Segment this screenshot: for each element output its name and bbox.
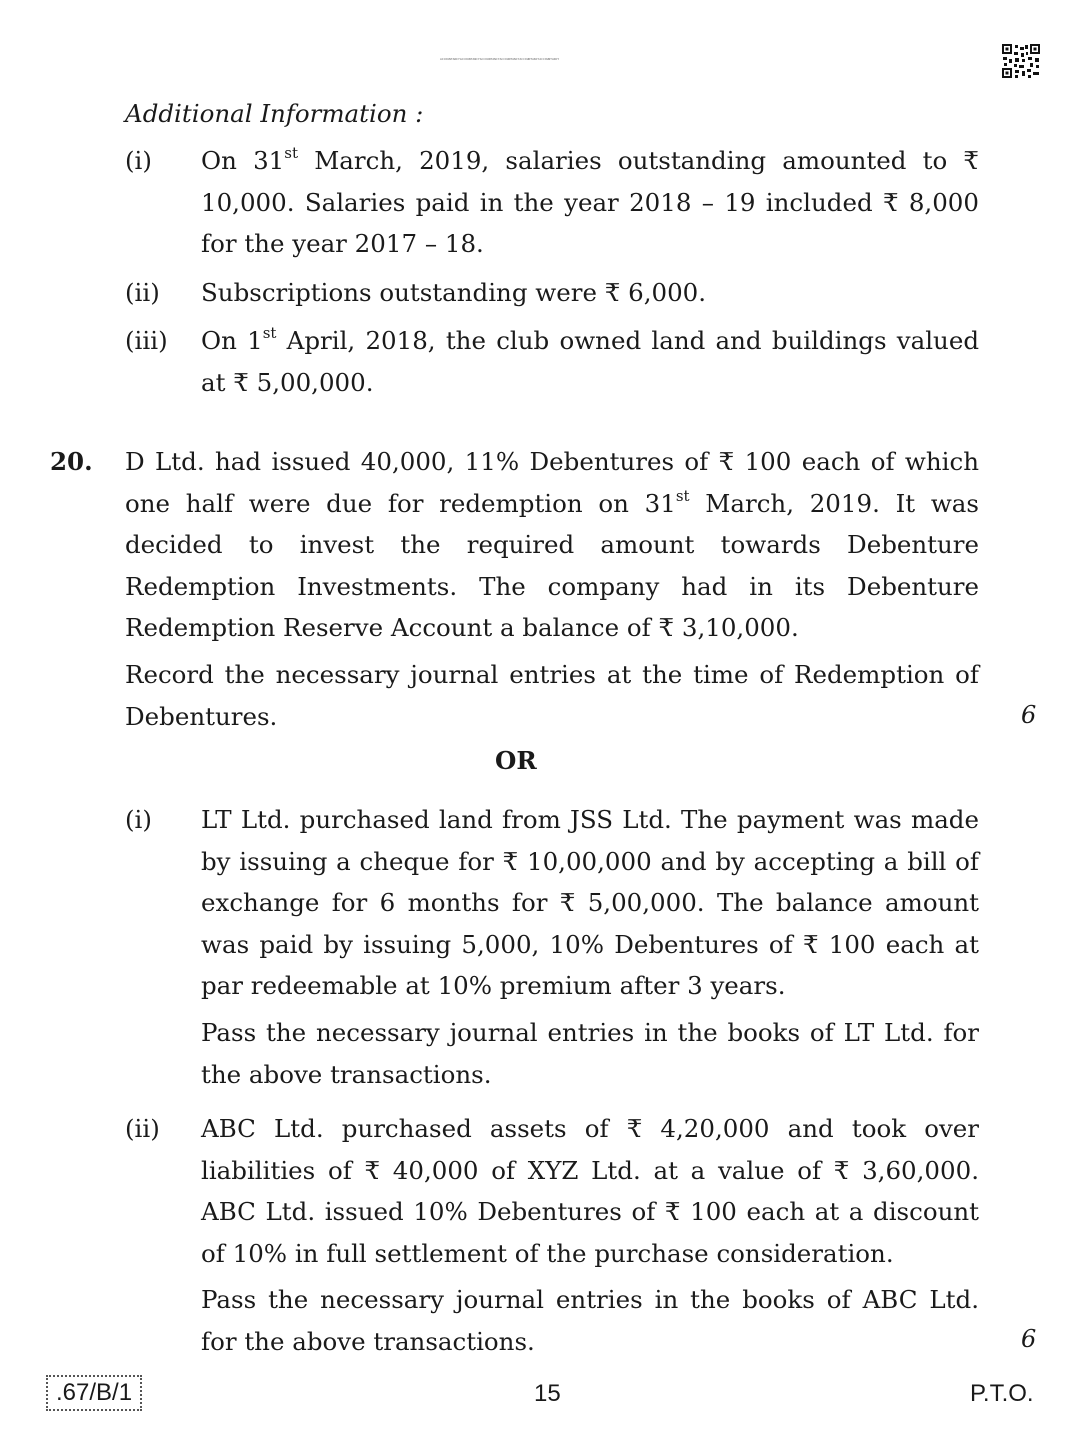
info-item-1-text [201,140,979,265]
question-20-paragraph-2: Record the necessary journal entries at the time of Redemption of Debentures. [125,660,979,731]
page-number: 15 [534,1380,561,1407]
alt-marks: 6 [1021,1325,1037,1353]
header-barcode-strip [440,57,660,61]
info-item-3-text-b: April, 2018, the club owned land and buildings valued at ₹ 5,00,000. [201,326,979,397]
info-item-3-text [201,320,979,403]
info-item-2-text: Subscriptions outstanding were ₹ 6,000. [201,278,707,307]
q20-p1-sup: st [675,486,690,505]
info-item-3-text-a: On 1 [201,326,263,355]
info-item-1-text-a: On 31 [201,146,285,175]
alt-item-1-number: (i) [125,805,152,834]
q20-p1-b: March, 2019. It was decided to invest the required amount towards Debenture Redemption Investments. The company had in its Debenture Redemption Reserve Account a balance of ₹ 3,10,000. [125,488,979,642]
pto-label: P.T.O. [970,1380,1034,1407]
additional-info-heading: Additional Information : [125,99,424,128]
q20-p1-a: D Ltd. had issued 40,000, 11% Debentures of ₹ 100 each of which one half were due for redemption on 31 [125,447,979,518]
question-20-paragraph-1 [125,441,979,649]
alt-item-1-text: LT Ltd. purchased land from JSS Ltd. The payment was made by issuing a cheque for ₹ 10,00,000 and by accepting a bill of exchange for 6 months for ₹ 5,00,000. The balance amount was paid by issuing 5,000, 10% Debentures of ₹ 100 each at par redeemable at 10% premium after 3 years. [201,805,979,1000]
alt-item-2-number: (ii) [125,1114,160,1143]
info-item-2-number: (ii) [125,278,160,307]
paper-code-box: .67/B/1 [46,1375,142,1411]
question-20-marks: 6 [1021,701,1037,729]
info-item-1-number: (i) [125,146,152,175]
info-item-1-sup: st [284,144,298,162]
info-item-3-number: (iii) [125,326,168,355]
or-separator: OR [495,746,537,775]
alt-item-2-text: ABC Ltd. purchased assets of ₹ 4,20,000 and took over liabilities of ₹ 40,000 of XYZ Ltd. at a value of ₹ 3,60,000. ABC Ltd. issued 10% Debentures of ₹ 100 each at a discount of 10% in full settlement of the purchase consideration. [201,1114,979,1268]
qr-code-icon [1002,44,1040,78]
alt-item-1-instruction: Pass the necessary journal entries in the books of LT Ltd. for the above transactions. [201,1018,979,1089]
info-item-3-sup: st [262,324,277,342]
barcode-text: ACCOUNTANCYACCOUNTANCYACCOUNTANCYACCOUNTANCYACCOUNTANCYACCOUNTANCY [440,57,560,61]
alt-item-2-instruction: Pass the necessary journal entries in the books of ABC Ltd. for the above transactions. [201,1285,979,1356]
question-number: 20. [50,447,93,476]
info-item-1-text-b: March, 2019, salaries outstanding amounted to ₹ 10,000. Salaries paid in the year 2018 – 19 included ₹ 8,000 for the year 2017 – 18. [201,146,980,258]
